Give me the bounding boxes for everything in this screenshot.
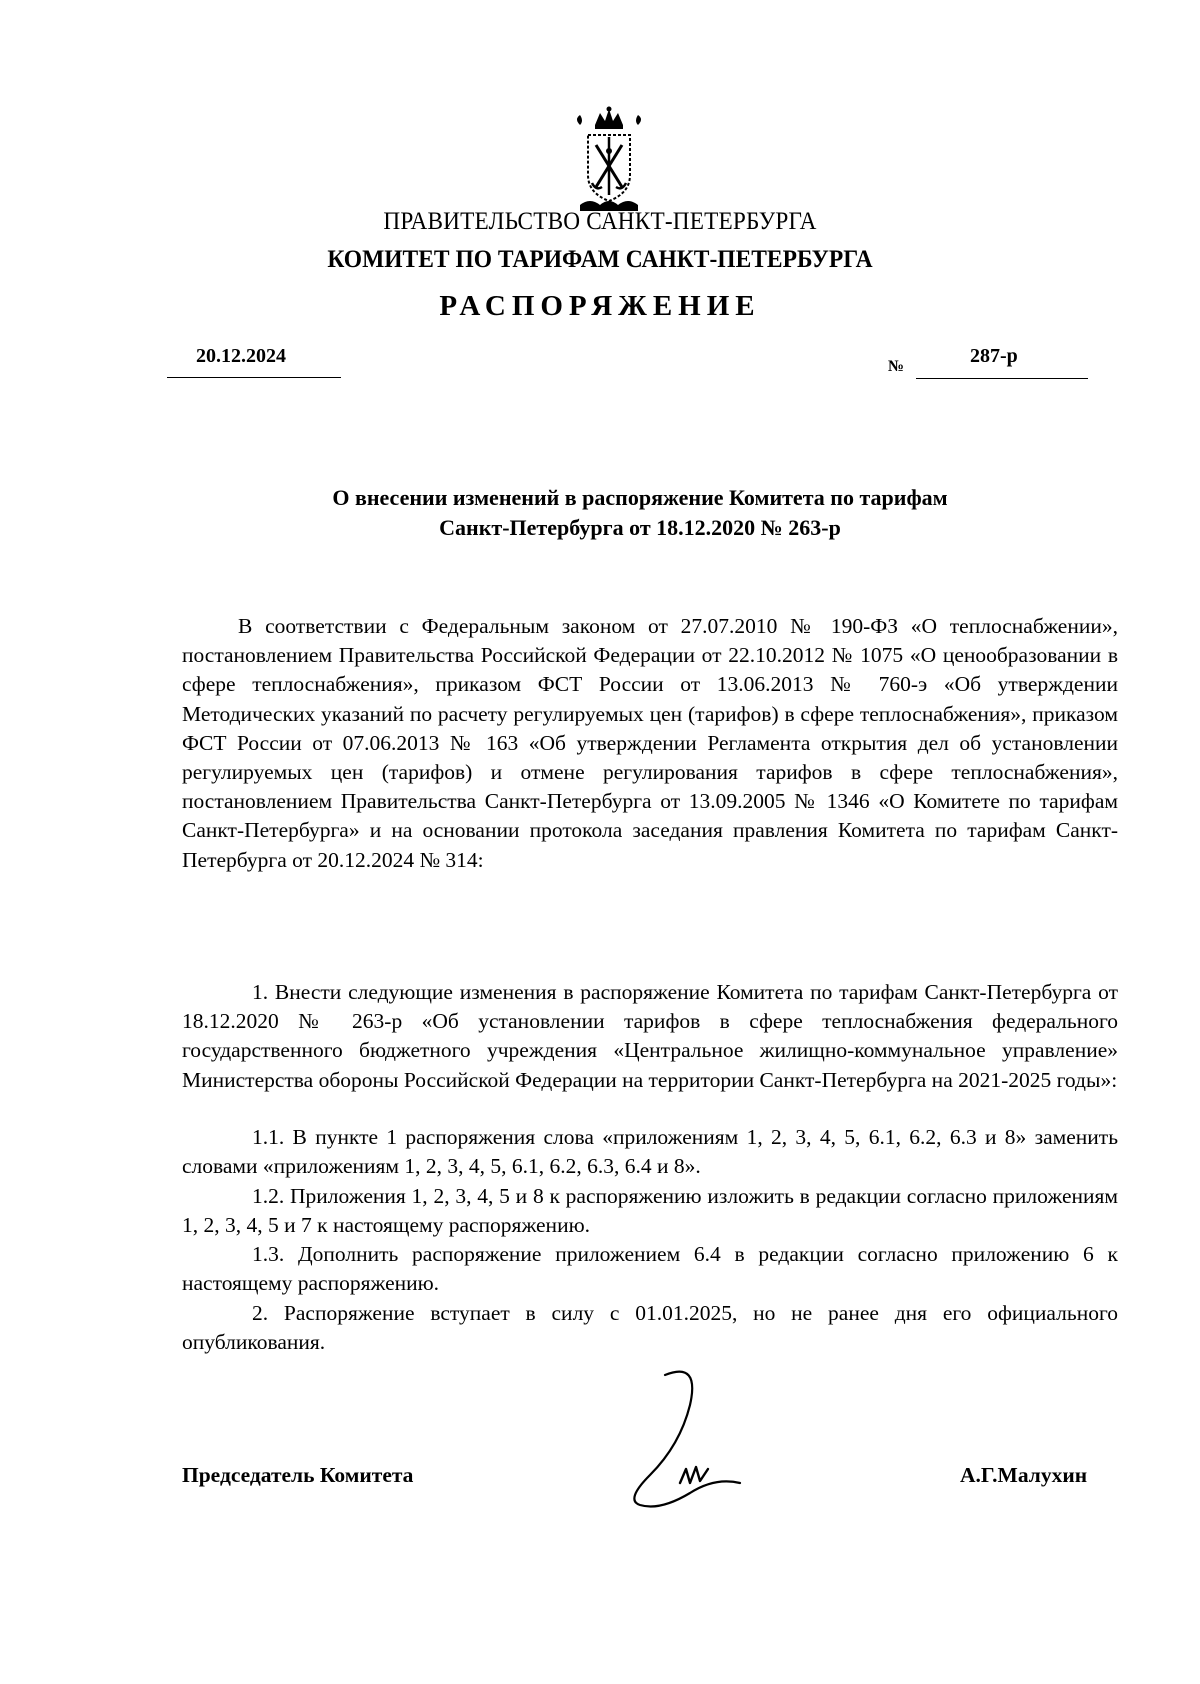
item-2-paragraph: 2. Распоряжение вступает в силу с 01.01.2025, но не ранее дня его официального опубликования. — [182, 1301, 1118, 1355]
committee-name: КОМИТЕТ ПО ТАРИФАМ САНКТ-ПЕТЕРБУРГА — [327, 246, 873, 273]
document-date-field — [167, 345, 341, 378]
item-1-2-paragraph: 1.2. Приложения 1, 2, 3, 4, 5 и 8 к распоряжению изложить в редакции согласно приложениям 1, 2, 3, 4, 5 и 7 к настоящему распоряжению. — [182, 1184, 1118, 1238]
legal-basis-paragraph: В соответствии с Федеральным законом от 27.07.2010 № 190-ФЗ «О теплоснабжении», постановлением Правительства Российской Федерации от 22.10.2012 № 1075 «О ценообразовании в сфере теплоснабжения», приказом ФСТ России от 13.06.2013 № 760-э «Об утверждении Методических указаний по расчету регулируемых цен (тарифов) в сфере теплоснабжения», приказом ФСТ России от 07.06.2013 № 163 «Об утверждении Регламента открытия дел об установлении регулируемых цен (тарифов) и отмене регулирования тарифов в сфере теплоснабжения», постановлением Правительства Санкт-Петербурга от 13.09.2005 № 1346 «О Комитете по тарифам Санкт-Петербурга» и на основании протокола заседания правления Комитета по тарифам Санкт-Петербурга от 20.12.2024 № 314: — [182, 614, 1118, 872]
signatory-name: А.Г.Малухин — [960, 1463, 1088, 1487]
document-number-field — [888, 345, 1088, 381]
item-1-3-paragraph: 1.3. Дополнить распоряжение приложением 6.4 в редакции согласно приложению 6 к настоящему распоряжению. — [182, 1242, 1118, 1296]
handwritten-signature — [620, 1365, 750, 1515]
document-number: 287-р — [970, 345, 1018, 367]
document-title-line-2: Санкт-Петербурга от 18.12.2020 № 263-р — [439, 515, 841, 540]
government-name: ПРАВИТЕЛЬСТВО САНКТ-ПЕТЕРБУРГА — [383, 208, 817, 235]
item-1-paragraph: 1. Внести следующие изменения в распоряжение Комитета по тарифам Санкт-Петербурга от 18.12.2020 № 263-р «Об установлении тарифов в сфере теплоснабжения федерального государственного бюджетного учреждения «Центральное жилищно-коммунальное управление» Министерства обороны Российской Федерации на территории Санкт-Петербурга на 2021-2025 годы»: — [182, 980, 1118, 1092]
saint-petersburg-coat-of-arms-icon — [570, 105, 648, 215]
document-date: 20.12.2024 — [196, 345, 286, 367]
number-sign: № — [888, 358, 905, 375]
number-underline — [916, 378, 1088, 379]
document-type: РАСПОРЯЖЕНИЕ — [439, 290, 761, 322]
item-1-1-paragraph: 1.1. В пункте 1 распоряжения слова «приложениям 1, 2, 3, 4, 5, 6.1, 6.2, 6.3 и 8» заменить словами «приложениям 1, 2, 3, 4, 5, 6.1, 6.2, 6.3, 6.4 и 8». — [182, 1125, 1118, 1179]
document-title-line-1: О внесении изменений в распоряжение Комитета по тарифам — [332, 485, 948, 510]
signatory-position: Председатель Комитета — [182, 1463, 414, 1487]
